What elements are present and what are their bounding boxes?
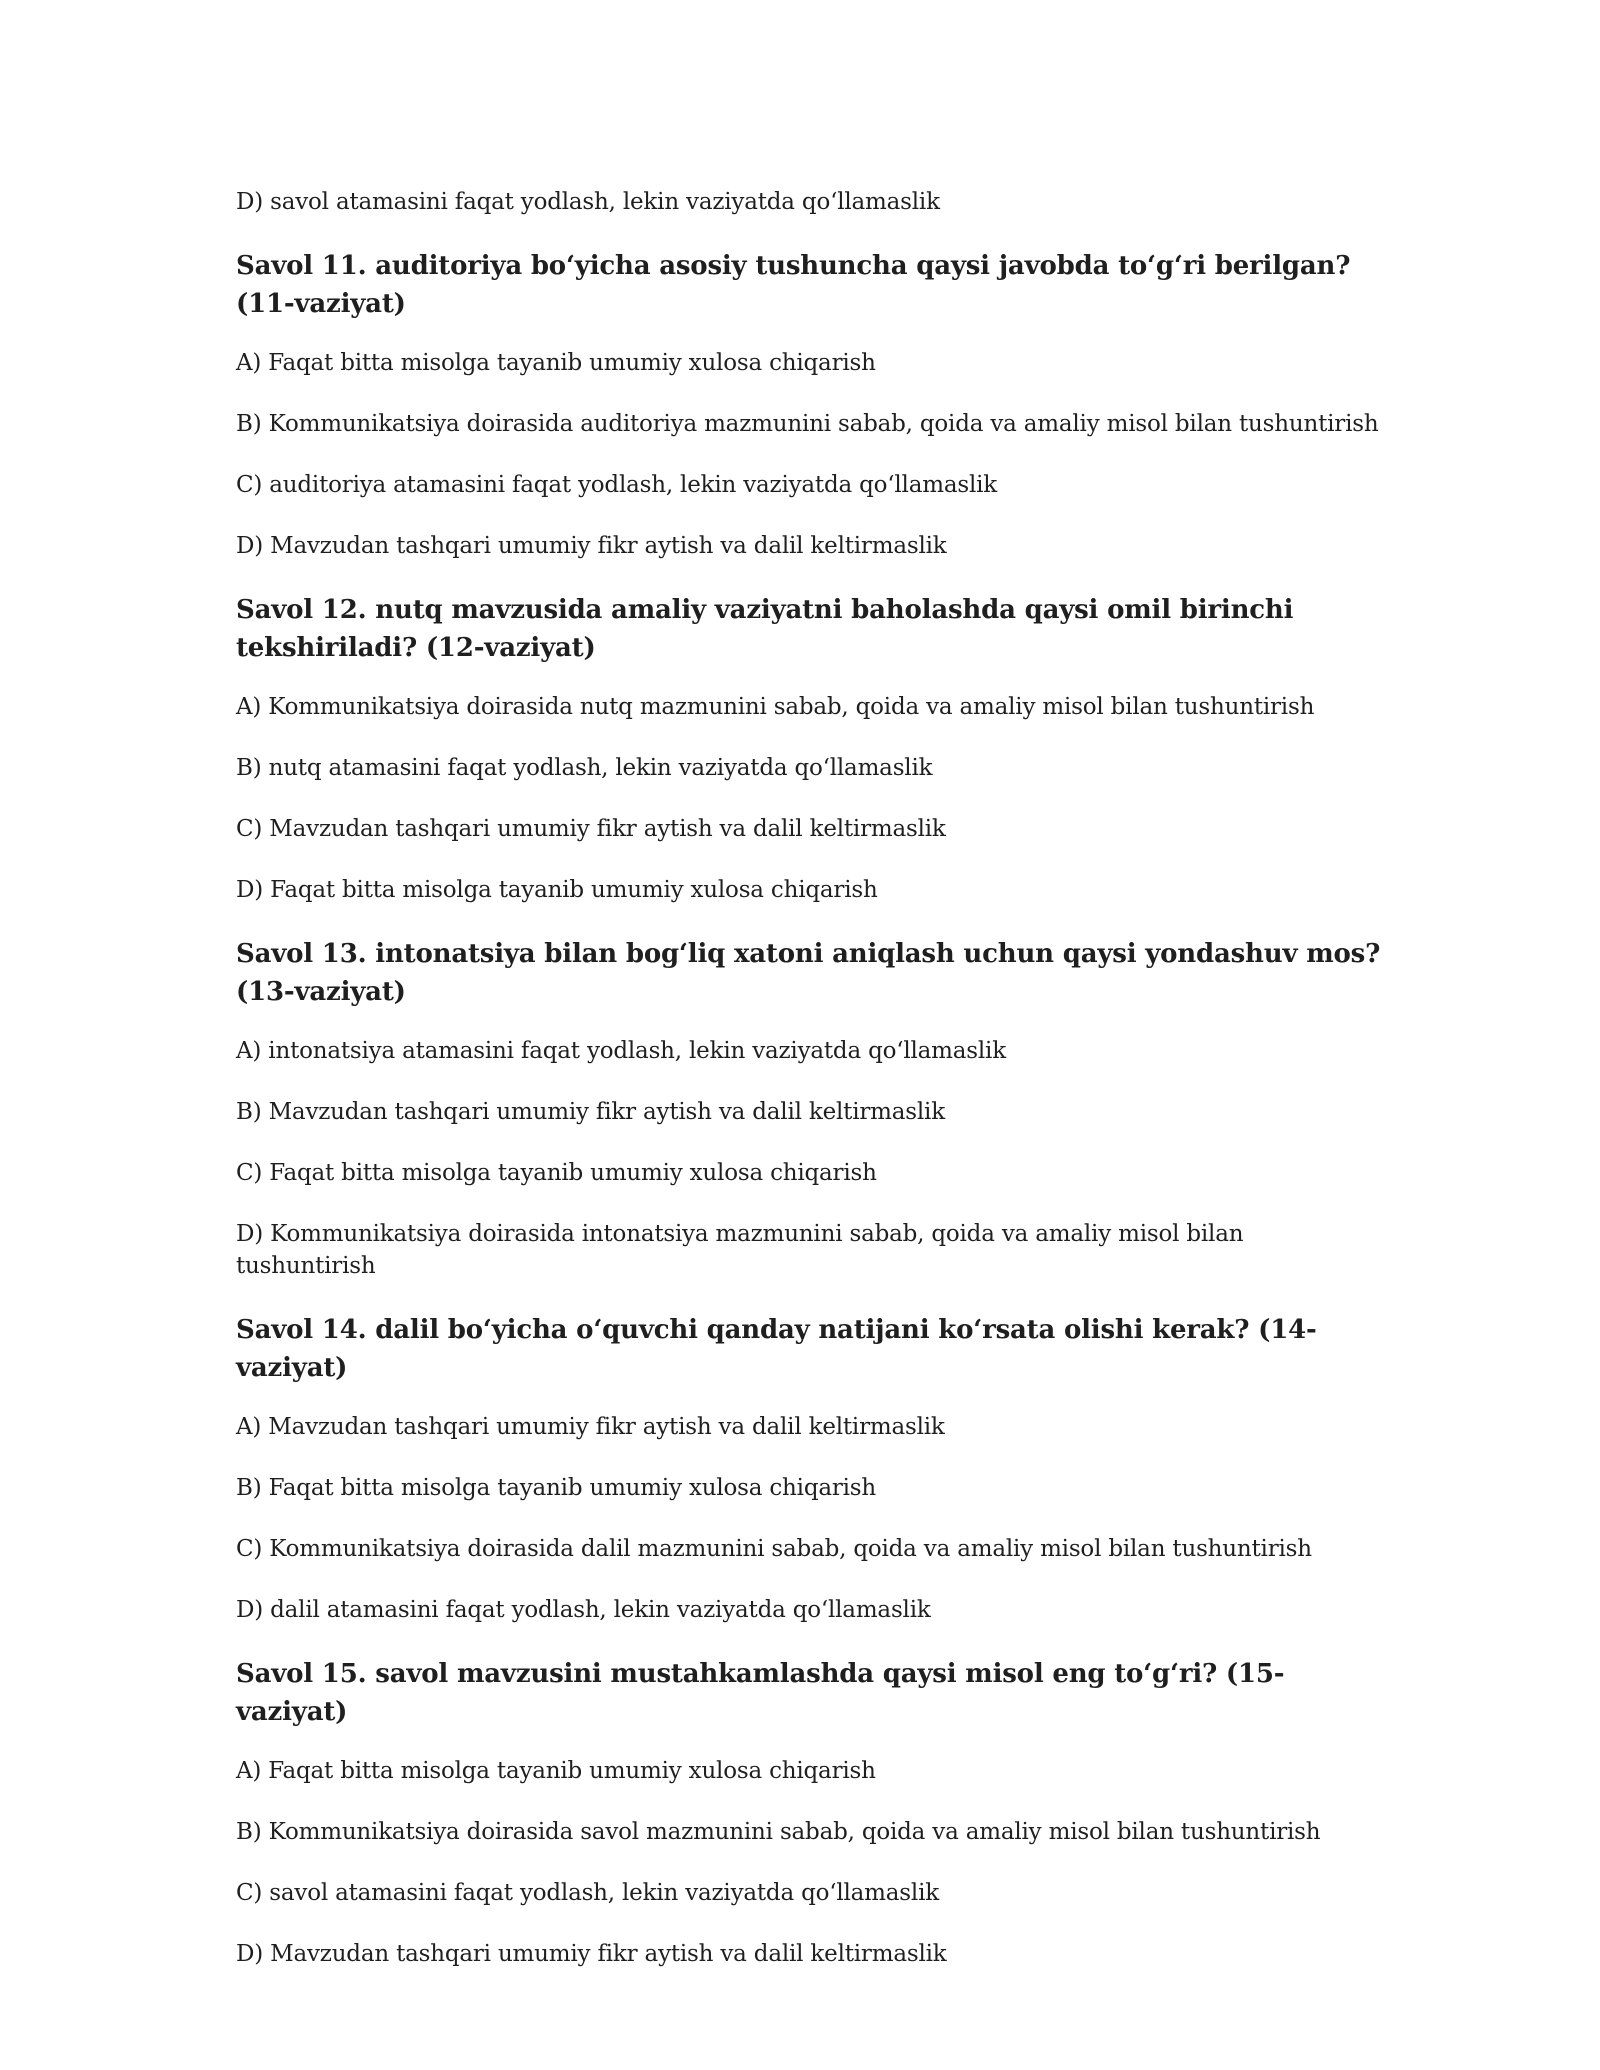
document-page — [236, 186, 1386, 1999]
answer-option-c: C) auditoriya atamasini faqat yodlash, lekin vaziyatda qo‘llamaslik — [236, 472, 997, 498]
answer-option-d: D) Mavzudan tashqari umumiy fikr aytish va dalil keltirmaslik — [236, 1941, 947, 1967]
question-title: Savol 12. nutq mavzusida amaliy vaziyatni baholashda qaysi omil birinchi tekshiriladi? (12-vaziyat) — [236, 595, 1294, 663]
answer-option-a: A) Faqat bitta misolga tayanib umumiy xulosa chiqarish — [236, 350, 876, 376]
answer-option-c: C) Mavzudan tashqari umumiy fikr aytish va dalil keltirmaslik — [236, 816, 946, 842]
answer-option-b: B) Mavzudan tashqari umumiy fikr aytish va dalil keltirmaslik — [236, 1099, 945, 1125]
answer-option-a: A) intonatsiya atamasini faqat yodlash, lekin vaziyatda qo‘llamaslik — [236, 1038, 1006, 1064]
answer-option-b: B) Kommunikatsiya doirasida auditoriya mazmunini sabab, qoida va amaliy misol bilan tushuntirish — [236, 411, 1379, 437]
question-block-11 — [236, 247, 1386, 562]
answer-option-b: B) Faqat bitta misolga tayanib umumiy xulosa chiqarish — [236, 1475, 877, 1501]
answer-option-d: D) Mavzudan tashqari umumiy fikr aytish va dalil keltirmaslik — [236, 533, 947, 559]
answer-option-d: D) Faqat bitta misolga tayanib umumiy xulosa chiqarish — [236, 877, 878, 903]
answer-option-a: A) Kommunikatsiya doirasida nutq mazmunini sabab, qoida va amaliy misol bilan tushuntirish — [236, 694, 1315, 720]
answer-option-d: D) Kommunikatsiya doirasida intonatsiya mazmunini sabab, qoida va amaliy misol bilan tushuntirish — [236, 1221, 1244, 1279]
answer-option-c: C) savol atamasini faqat yodlash, lekin vaziyatda qo‘llamaslik — [236, 1880, 939, 1906]
leading-option: D) savol atamasini faqat yodlash, lekin vaziyatda qo‘llamaslik — [236, 189, 940, 215]
question-title: Savol 13. intonatsiya bilan bog‘liq xatoni aniqlash uchun qaysi yondashuv mos? (13-vaziyat) — [236, 939, 1381, 1007]
question-block-15 — [236, 1655, 1386, 1970]
question-title: Savol 11. auditoriya bo‘yicha asosiy tushuncha qaysi javobda to‘g‘ri berilgan? (11-vaziyat) — [236, 251, 1351, 319]
question-block-12 — [236, 591, 1386, 906]
answer-option-c: C) Kommunikatsiya doirasida dalil mazmunini sabab, qoida va amaliy misol bilan tushuntirish — [236, 1536, 1312, 1562]
answer-option-a: A) Faqat bitta misolga tayanib umumiy xulosa chiqarish — [236, 1758, 876, 1784]
answer-option-c: C) Faqat bitta misolga tayanib umumiy xulosa chiqarish — [236, 1160, 877, 1186]
question-block-13 — [236, 935, 1386, 1282]
answer-option-a: A) Mavzudan tashqari umumiy fikr aytish va dalil keltirmaslik — [236, 1414, 945, 1440]
answer-option-d: D) dalil atamasini faqat yodlash, lekin vaziyatda qo‘llamaslik — [236, 1597, 931, 1623]
question-title: Savol 15. savol mavzusini mustahkamlashda qaysi misol eng to‘g‘ri? (15-vaziyat) — [236, 1659, 1285, 1727]
answer-option-b: B) nutq atamasini faqat yodlash, lekin vaziyatda qo‘llamaslik — [236, 755, 933, 781]
answer-option-b: B) Kommunikatsiya doirasida savol mazmunini sabab, qoida va amaliy misol bilan tushuntirish — [236, 1819, 1321, 1845]
question-title: Savol 14. dalil bo‘yicha o‘quvchi qanday natijani ko‘rsata olishi kerak? (14-vaziyat) — [236, 1315, 1317, 1383]
question-block-14 — [236, 1311, 1386, 1626]
